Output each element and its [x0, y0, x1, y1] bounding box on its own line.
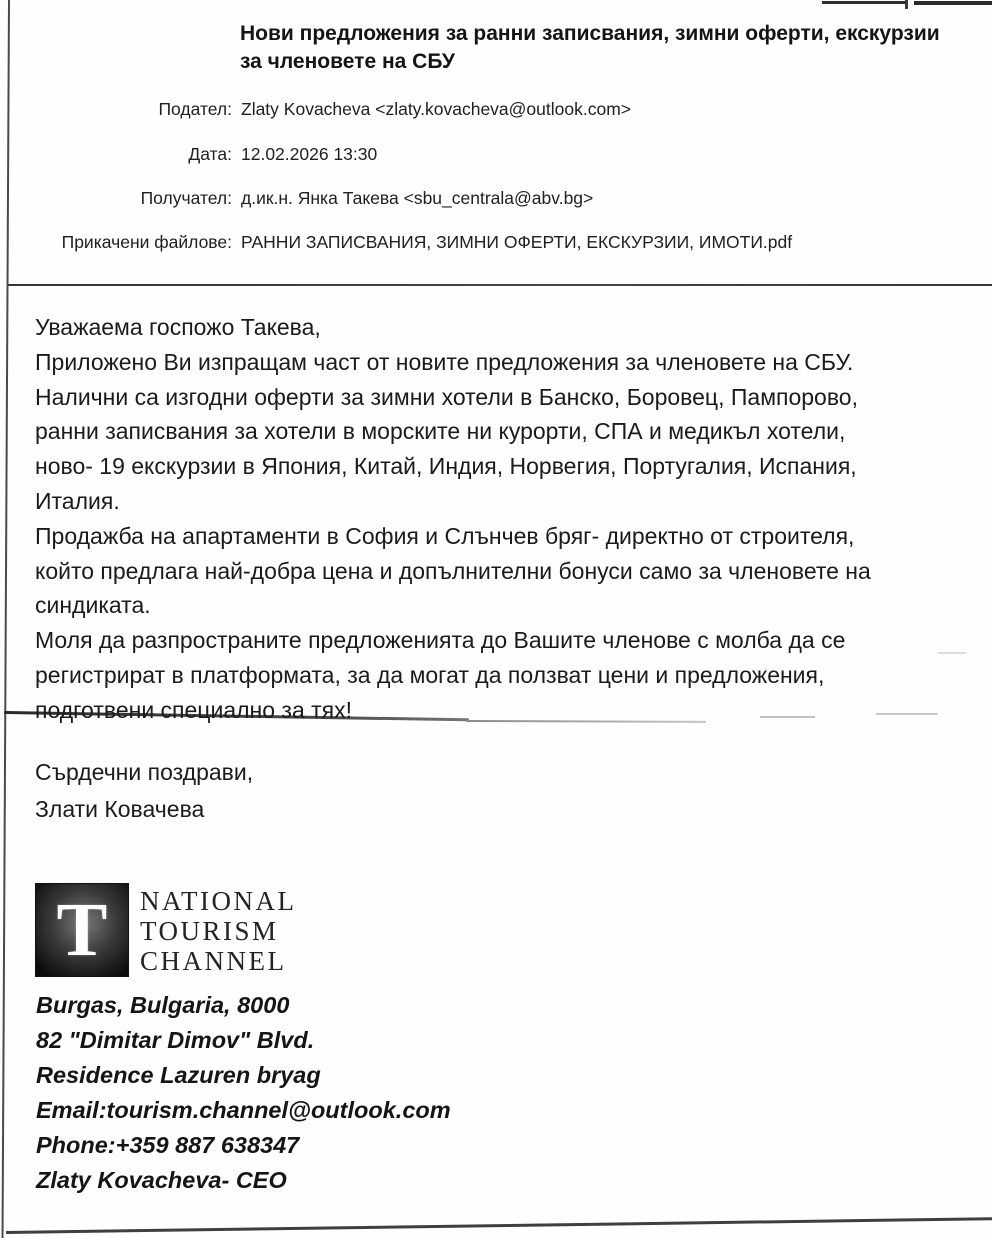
header-row-date — [10, 144, 985, 165]
body-line: Приложено Ви изпращам част от новите предложения за членовете на СБУ. — [35, 348, 854, 375]
body-line: Моля да разпространите предложенията до Вашите членове с молба да се — [35, 627, 846, 654]
scan-artifact-left-border — [2, 0, 10, 1238]
body-line: синдиката. — [35, 592, 151, 619]
logo-text-line: NATIONAL — [140, 886, 297, 916]
body-line: Налични са изгодни оферти за зимни хотели в Банско, Боровец, Пампорово, — [35, 383, 858, 410]
body-line: ново- 19 екскурзии в Япония, Китай, Индия, Норвегия, Португалия, Испания, — [35, 453, 857, 480]
header-row-recipient — [10, 188, 985, 209]
body-line: Продажба на апартаменти в София и Слънчев бряг- директно от строителя, — [35, 522, 855, 549]
closing-line: Сърдечни поздрави, — [35, 759, 254, 785]
signature-line-ceo: Zlaty Kovacheva- CEO — [36, 1167, 287, 1193]
signature-line-city: Burgas, Bulgaria, 8000 — [36, 992, 290, 1018]
signature-line-phone: Phone:+359 887 638347 — [36, 1132, 300, 1158]
field-label-date: Дата: — [188, 144, 232, 164]
logo-wordmark — [140, 883, 296, 977]
field-label-attachments: Прикачени файлове: — [61, 232, 232, 252]
signature-address — [36, 988, 451, 1198]
field-label-sender: Подател: — [158, 99, 232, 119]
scan-artifact-faint-dash — [938, 652, 966, 654]
email-body — [35, 310, 871, 728]
signature-line-residence: Residence Lazuren bryag — [36, 1062, 321, 1088]
email-header — [10, 0, 992, 284]
scan-artifact-bottom-border — [6, 1217, 992, 1233]
company-logo — [35, 883, 296, 977]
body-line: регистрират в платформата, за да могат да ползват цени и предложения, — [35, 661, 825, 688]
body-line: Италия. — [35, 487, 120, 514]
field-value-date: 12.02.2026 13:30 — [241, 144, 378, 164]
email-closing — [35, 754, 253, 828]
email-subject: Нови предложения за ранни записвания, зимни оферти, екскурзии за членовете на СБУ — [240, 22, 940, 73]
field-value-recipient: д.ик.н. Янка Такева <sbu_centrala@abv.bg> — [241, 188, 594, 208]
scan-artifact-faint-dash — [876, 713, 938, 715]
field-value-sender: Zlaty Kovacheva <zlaty.kovacheva@outlook.com> — [241, 99, 631, 119]
logo-text-line: CHANNEL — [140, 946, 287, 976]
logo-text-line: TOURISM — [140, 916, 279, 946]
body-line: ранни записвания за хотели в морските ни курорти, СПА и медикъл хотели, — [35, 418, 846, 445]
signature-line-street: 82 "Dimitar Dimov" Blvd. — [36, 1027, 315, 1053]
body-line: Уважаема госпожо Такева, — [35, 314, 321, 340]
body-line: подготвени специално за тях! — [35, 696, 353, 723]
body-line: който предлага най-добра цена и допълнителни бонуси само за членовете на — [35, 557, 871, 584]
field-label-recipient: Получател: — [140, 188, 232, 208]
header-row-attachments — [10, 232, 985, 253]
header-divider-line — [8, 284, 992, 286]
header-row-sender — [10, 99, 985, 120]
signature-line-email: Email:tourism.channel@outlook.com — [36, 1097, 451, 1123]
logo-letter: T — [56, 888, 108, 972]
logo-t-mark — [35, 883, 129, 977]
sender-name: Злати Ковачева — [35, 796, 205, 822]
field-value-attachments: РАННИ ЗАПИСВАНИЯ, ЗИМНИ ОФЕРТИ, ЕКСКУРЗИИ, ИМОТИ.pdf — [241, 232, 793, 252]
